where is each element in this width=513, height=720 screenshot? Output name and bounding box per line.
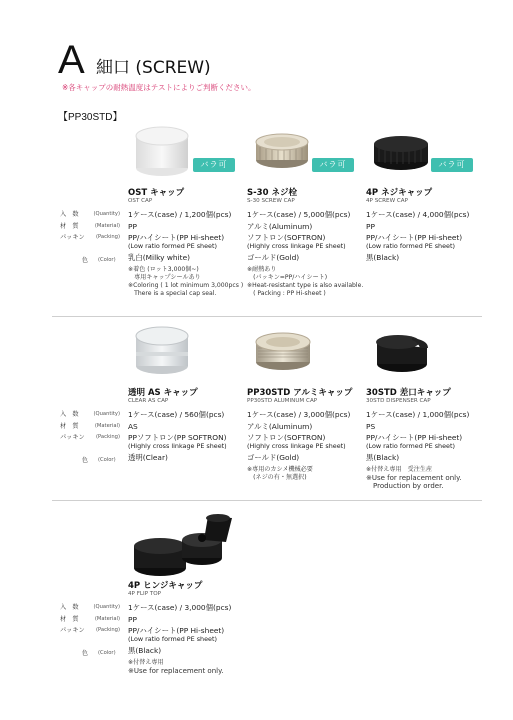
row-divider xyxy=(52,500,482,501)
label-color: 色 xyxy=(81,257,88,264)
row-divider xyxy=(52,316,482,317)
bulk-available-badge: バラ可 xyxy=(312,158,354,172)
spec-quantity: 1ケース(case) / 3,000個(pcs) xyxy=(128,603,232,612)
spec-packing: PP/ハイシート(PP Hi-sheet) xyxy=(366,433,463,442)
product-4p-screw-cap xyxy=(366,188,469,264)
spec-packing-detail: (Low ratio formed PE sheet) xyxy=(128,241,217,250)
product-name: 透明 AS キャップ xyxy=(128,388,198,398)
field-labels: 入 数 (Quantity) 材 質 (Material) パッキン (Packing) 色 (Color) xyxy=(60,602,120,660)
4p-flip-top-image xyxy=(130,512,242,580)
spec-color: ゴールド(Gold) xyxy=(247,253,300,262)
4p-screw-cap-image xyxy=(370,132,432,172)
product-name-en: 30STD DISPENSER CAP xyxy=(366,398,431,404)
field-labels: 入 数 (Quantity) 材 質 (Material) パッキン (Packing) 色 (Color) xyxy=(60,209,120,267)
label-quantity: 入 数 xyxy=(60,211,79,218)
section-heading: 【PP30STD】 xyxy=(58,112,123,123)
spec-quantity: 1ケース(case) / 3,000個(pcs) xyxy=(247,410,351,419)
label-material: 材 質 xyxy=(60,222,79,230)
product-note: ※専用のカシメ機械必要 xyxy=(247,465,313,473)
spec-quantity: 1ケース(case) / 1,200個(pcs) xyxy=(128,210,232,219)
spec-color: 黒(Black) xyxy=(128,646,162,655)
spec-quantity: 1ケース(case) / 4,000個(pcs) xyxy=(366,210,470,219)
spec-quantity: 1ケース(case) / 560個(pcs) xyxy=(128,410,225,419)
label-material: 材 質 xyxy=(60,615,79,623)
label-color: 色 xyxy=(81,650,88,657)
spec-material: PP xyxy=(366,221,375,231)
spec-material: PS xyxy=(366,421,376,431)
spec-packing-detail: (Low ratio formed PE sheet) xyxy=(366,441,455,450)
s30-screw-cap-image xyxy=(252,130,312,170)
spec-color: 透明(Clear) xyxy=(128,453,168,462)
product-name-en: OST CAP xyxy=(128,198,153,204)
spec-color: 乳白(Milky white) xyxy=(128,253,190,262)
product-s30-screw-cap xyxy=(247,188,363,298)
spec-packing: PP/ハイシート(PP Hi-sheet) xyxy=(128,233,225,242)
product-clear-as-cap xyxy=(128,388,227,464)
spec-packing: PP/ハイシート(PP Hi-sheet) xyxy=(366,233,463,242)
product-name-en: CLEAR AS CAP xyxy=(128,398,169,404)
spec-quantity: 1ケース(case) / 5,000個(pcs) xyxy=(247,210,351,219)
product-30std-dispenser-cap xyxy=(366,388,469,490)
product-name: 4P ヒンジキャップ xyxy=(128,581,203,591)
spec-packing-detail: (Low ratio formed PE sheet) xyxy=(128,634,217,643)
product-note: There is a special cap seal. xyxy=(128,289,217,297)
product-note: ※Use for replacement only. xyxy=(366,473,462,482)
spec-packing-detail: (Highly cross linkage PE sheet) xyxy=(247,441,346,450)
product-note: ※着色 (ロット3,000個~) xyxy=(128,265,199,273)
spec-packing-detail: (Low ratio formed PE sheet) xyxy=(366,241,455,250)
spec-packing: PP/ハイシート(PP Hi-sheet) xyxy=(128,626,225,635)
label-packing: パッキン xyxy=(60,434,85,441)
product-name: 30STD 差口キャップ xyxy=(366,388,451,398)
product-ost-cap xyxy=(128,188,243,298)
product-name-en: PP30STD ALUMINUM CAP xyxy=(247,398,318,404)
product-note: ※付替え専用 xyxy=(128,658,164,666)
product-note: 専用キャップシールあり xyxy=(128,273,201,281)
product-name-en: 4P SCREW CAP xyxy=(366,198,409,204)
product-pp30std-aluminum-cap xyxy=(247,388,352,482)
product-note: ※耐熱あり xyxy=(247,265,277,273)
product-note: ※Coloring ( 1 lot minimum 3,000pcs ) xyxy=(128,281,244,289)
bulk-available-badge: バラ可 xyxy=(193,158,235,172)
label-packing: パッキン xyxy=(60,627,85,634)
30std-dispenser-cap-image xyxy=(372,328,432,374)
spec-packing-detail: (Highly cross linkage PE sheet) xyxy=(247,241,346,250)
product-name: 4P ネジキャップ xyxy=(366,188,433,198)
product-name: PP30STD アルミキャップ xyxy=(247,388,353,398)
label-quantity: 入 数 xyxy=(60,604,79,611)
spec-material: アルミ(Aluminum) xyxy=(247,221,313,231)
page-title: 細口 (SCREW) xyxy=(96,58,211,78)
label-packing: パッキン xyxy=(60,234,85,241)
product-note: Production by order. xyxy=(366,481,444,490)
spec-color: 黒(Black) xyxy=(366,453,400,462)
spec-color: 黒(Black) xyxy=(366,253,400,262)
pp30std-aluminum-cap-image xyxy=(252,328,314,374)
product-note: ※Heat-resistant type is also available. xyxy=(247,281,364,289)
spec-material: AS xyxy=(128,421,138,431)
product-name: OST キャップ xyxy=(128,188,185,198)
label-color: 色 xyxy=(81,457,88,464)
field-labels: 入 数 (Quantity) 材 質 (Material) パッキン (Packing) 色 (Color) xyxy=(60,409,120,467)
product-4p-flip-top xyxy=(128,581,231,675)
spec-material: PP xyxy=(128,614,137,624)
section-letter: A xyxy=(58,38,85,82)
ost-cap-image xyxy=(132,122,192,180)
spec-packing: ソフトロン(SOFTRON) xyxy=(247,433,326,442)
spec-quantity: 1ケース(case) / 1,000個(pcs) xyxy=(366,410,470,419)
spec-material: アルミ(Aluminum) xyxy=(247,421,313,431)
product-note: ※付替え専用 受注生産 xyxy=(366,465,433,473)
product-name-en: S-30 SCREW CAP xyxy=(247,198,295,204)
product-note: (ネジの有・無選択) xyxy=(247,473,307,481)
product-note: (パッキン=PP/ハイシート) xyxy=(247,273,328,281)
spec-color: ゴールド(Gold) xyxy=(247,453,300,462)
product-note: ※Use for replacement only. xyxy=(128,666,224,675)
heat-warning-note: ※各キャップの耐熱温度はテストによりご判断ください。 xyxy=(62,83,256,92)
bulk-available-badge: バラ可 xyxy=(431,158,473,172)
label-material: 材 質 xyxy=(60,422,79,430)
spec-material: PP xyxy=(128,221,137,231)
product-name-en: 4P FLIP TOP xyxy=(128,591,162,597)
clear-as-cap-image xyxy=(132,322,192,378)
label-quantity: 入 数 xyxy=(60,411,79,418)
spec-packing-detail: (Highly cross linkage PE sheet) xyxy=(128,441,227,450)
product-name: S-30 ネジ栓 xyxy=(247,188,297,198)
spec-packing: ソフトロン(SOFTRON) xyxy=(247,233,326,242)
spec-packing: PPソフトロン(PP SOFTRON) xyxy=(128,433,227,442)
product-note: ( Packing : PP Hi-sheet ) xyxy=(247,289,326,297)
